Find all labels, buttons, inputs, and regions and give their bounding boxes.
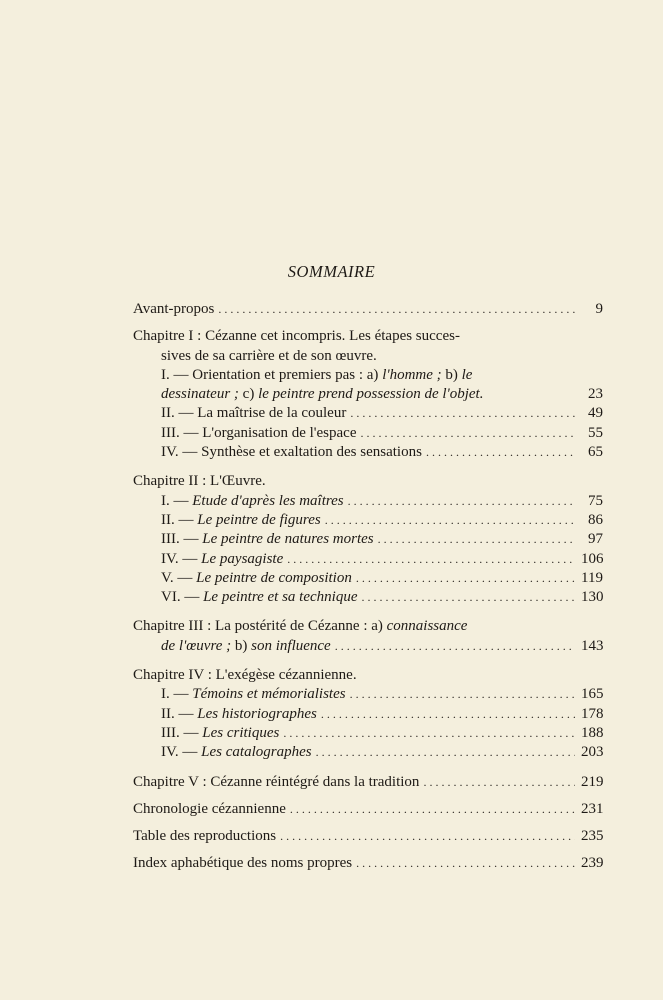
dot-leader xyxy=(360,424,575,443)
toc-chapter-4-section-3 xyxy=(133,724,603,743)
dot-leader xyxy=(361,588,575,607)
section-number: VI. — xyxy=(161,589,204,606)
dot-leader xyxy=(287,550,575,569)
toc-entry-label: Chapitre V : Cézanne réintégré dans la tradition xyxy=(133,773,420,790)
section-number: I. — xyxy=(161,686,193,703)
toc-entry-label xyxy=(161,511,321,530)
toc-entry-label: II. — La maîtrise de la couleur xyxy=(161,405,347,422)
toc-chapter-5 xyxy=(133,773,603,792)
toc-entry-label: IV. — Synthèse et exaltation des sensations xyxy=(161,444,422,461)
dot-leader xyxy=(348,492,575,511)
toc-chapter-1-section-4 xyxy=(133,443,603,462)
toc-entry-page: 86 xyxy=(588,511,603,528)
toc-chapter-3-line1 xyxy=(133,617,603,636)
chapter-title-part: son influence xyxy=(251,637,331,654)
toc-chapter-2-section-1 xyxy=(133,492,603,511)
section-title: Le paysagiste xyxy=(201,550,284,567)
section-number: I. — xyxy=(161,492,193,509)
toc-entry-label xyxy=(161,637,331,656)
toc-chapter-1-line2: sives de sa carrière et de son œuvre. xyxy=(161,347,377,364)
section-title-part: dessinateur ; xyxy=(161,386,239,403)
dot-leader xyxy=(290,800,575,819)
toc-entry-avant-propos xyxy=(133,300,603,319)
section-number: III. — xyxy=(161,531,203,548)
section-title: Témoins et mémorialistes xyxy=(192,686,346,703)
dot-leader xyxy=(316,743,575,762)
toc-entry-page: 75 xyxy=(588,492,603,509)
toc-entry-label: Table des reproductions xyxy=(133,828,277,845)
toc-entry-page: 9 xyxy=(595,301,603,317)
toc-chapter-1-section-1-line2 xyxy=(133,385,603,404)
section-text-part: b) xyxy=(441,366,462,383)
toc-entry-page: 203 xyxy=(581,744,603,761)
chapter-text-part: b) xyxy=(231,637,252,654)
section-title-part: le peintre prend possession de l'objet. xyxy=(258,386,484,403)
section-number: I. — Orientation et premiers pas : a) xyxy=(161,366,383,383)
toc-entry-label xyxy=(161,743,312,762)
section-number: IV. — xyxy=(161,550,202,567)
toc-entry-page: 49 xyxy=(588,405,603,422)
toc-entry-label xyxy=(161,685,346,704)
toc-chapter-2-section-5 xyxy=(133,569,603,588)
toc-entry-page: 178 xyxy=(581,705,603,722)
toc-entry-page: 231 xyxy=(581,800,603,817)
toc-entry-label: III. — L'organisation de l'espace xyxy=(161,424,357,441)
dot-leader xyxy=(350,404,575,423)
toc-entry-page: 55 xyxy=(588,424,603,441)
toc-entry-page: 65 xyxy=(588,444,603,461)
section-number: III. — xyxy=(161,724,203,741)
toc-chapter-1-section-3 xyxy=(133,424,603,443)
toc-chapter-2-section-2 xyxy=(133,511,603,530)
section-number: V. — xyxy=(161,569,197,586)
chapter-title-part: connaissance xyxy=(386,618,468,635)
toc-chapter-2-section-3 xyxy=(133,530,603,549)
toc-entry-page: 106 xyxy=(581,550,603,567)
dot-leader xyxy=(378,530,575,549)
dot-leader xyxy=(423,773,575,792)
toc-entry-page: 130 xyxy=(581,589,603,606)
dot-leader xyxy=(321,705,575,724)
toc-entry-page: 119 xyxy=(581,569,603,586)
section-title: Les historiographes xyxy=(197,705,317,722)
dot-leader xyxy=(280,827,575,846)
toc-entry-page: 23 xyxy=(588,386,603,403)
section-title: Etude d'après les maîtres xyxy=(192,492,344,509)
section-title-part: l'homme ; xyxy=(382,366,442,383)
toc-entry-page: 239 xyxy=(581,855,603,872)
section-title: Le peintre de figures xyxy=(197,511,321,528)
section-title: Le peintre et sa technique xyxy=(203,589,358,606)
toc-entry-page: 143 xyxy=(581,637,603,654)
dot-leader xyxy=(350,685,575,704)
toc-entry-index xyxy=(133,854,603,873)
toc-entry-page: 235 xyxy=(581,828,603,845)
dot-leader xyxy=(356,854,575,873)
toc-entry-page: 219 xyxy=(581,773,603,790)
section-title: Les catalographes xyxy=(201,744,312,761)
toc-chapter-2-section-4 xyxy=(133,550,603,569)
toc-entry-label xyxy=(161,569,352,588)
toc-entry-chronologie xyxy=(133,800,603,819)
toc-chapter-1-section-1-line1 xyxy=(133,366,603,385)
dot-leader xyxy=(283,724,575,743)
page-title: SOMMAIRE xyxy=(287,262,376,281)
toc-chapter-2-section-6 xyxy=(133,588,603,607)
toc-chapter-3-line2 xyxy=(133,637,603,656)
toc-entry-label xyxy=(161,492,344,511)
toc-entry-label: Index aphabétique des noms propres xyxy=(133,855,353,872)
toc-entry-label xyxy=(161,530,374,549)
toc-chapter-2-title: Chapitre II : L'Œuvre. xyxy=(133,473,266,490)
section-text-part: c) xyxy=(238,386,259,403)
toc-entry-page: 97 xyxy=(588,531,603,548)
table-of-contents xyxy=(133,300,603,874)
toc-entry-label: Avant-propos xyxy=(133,301,215,317)
section-title: Les critiques xyxy=(202,724,280,741)
dot-leader xyxy=(426,443,575,462)
section-title-part: le xyxy=(461,366,473,383)
dot-leader xyxy=(325,511,575,530)
chapter-title-part: de l'œuvre ; xyxy=(161,637,232,654)
toc-chapter-1-section-2 xyxy=(133,404,603,423)
toc-chapter-1-line1: Chapitre I : Cézanne cet incompris. Les étapes succes- xyxy=(133,328,460,345)
toc-entry-label: Chronologie cézannienne xyxy=(133,800,286,817)
toc-entry-page: 165 xyxy=(581,686,603,703)
toc-entry-label xyxy=(161,588,357,607)
section-number: IV. — xyxy=(161,744,202,761)
section-title: Le peintre de composition xyxy=(196,569,352,586)
section-number: II. — xyxy=(161,511,198,528)
toc-chapter-4-section-4 xyxy=(133,743,603,762)
dot-leader xyxy=(356,569,575,588)
toc-entry-label xyxy=(161,385,483,404)
dot-leader xyxy=(335,637,575,656)
dot-leader xyxy=(218,300,575,319)
toc-chapter-4-section-2 xyxy=(133,705,603,724)
toc-entry-label xyxy=(161,550,283,569)
toc-entry-label xyxy=(161,705,317,724)
chapter-text-part: Chapitre III : La postérité de Cézanne : a) xyxy=(133,618,387,635)
toc-chapter-4-title: Chapitre IV : L'exégèse cézannienne. xyxy=(133,667,357,684)
toc-entry-page: 188 xyxy=(581,724,603,741)
toc-entry-reproductions xyxy=(133,827,603,846)
toc-entry-label xyxy=(161,724,279,743)
toc-chapter-4-section-1 xyxy=(133,685,603,704)
section-number: II. — xyxy=(161,705,198,722)
section-title: Le peintre de natures mortes xyxy=(202,531,374,548)
